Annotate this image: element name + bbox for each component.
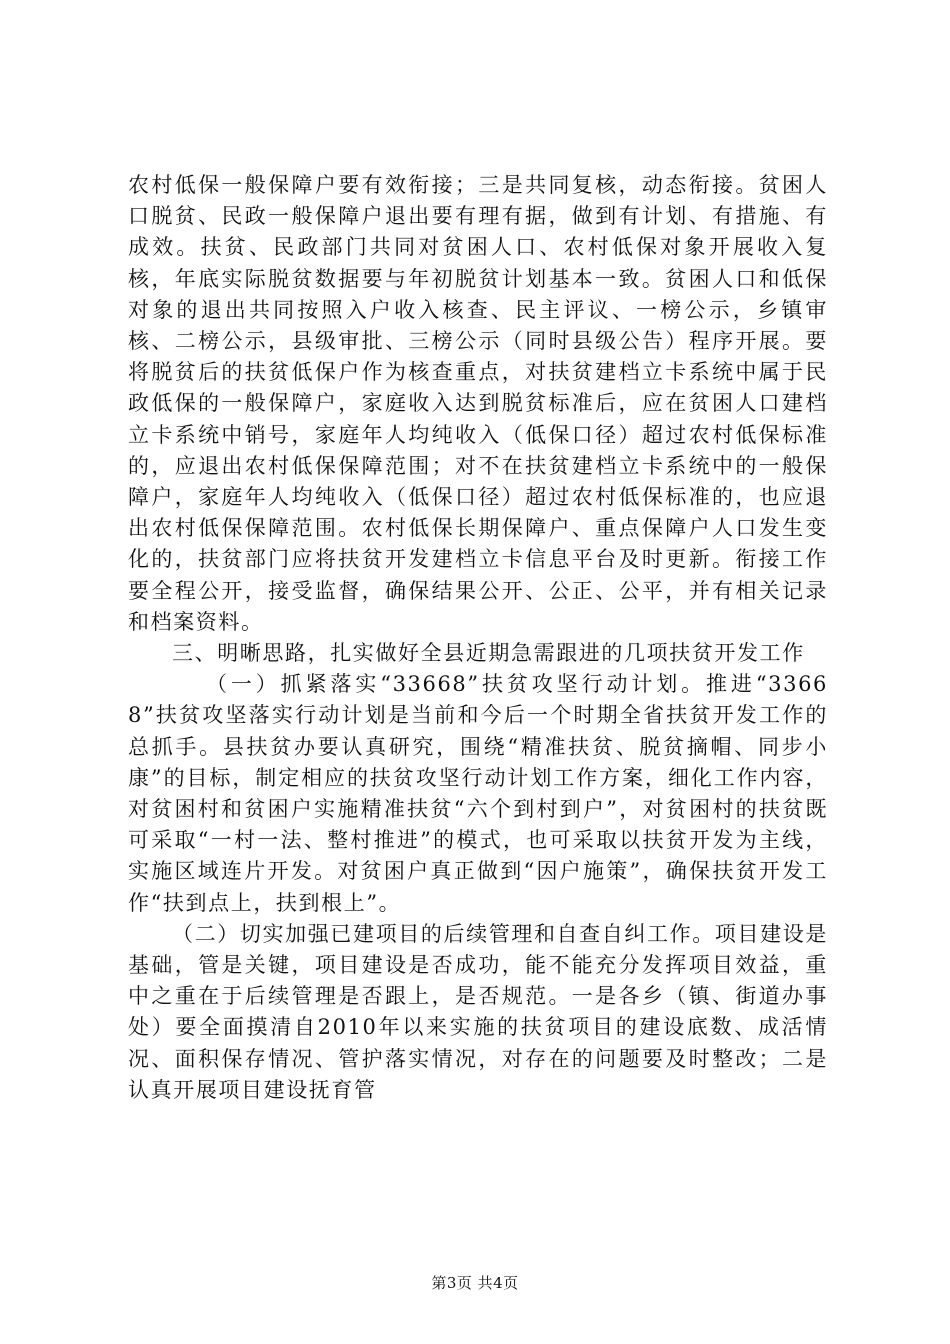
paragraph-continuation: 农村低保一般保障户要有效衔接；三是共同复核，动态衔接。贫困人口脱贫、民政一般保障户退出要有理有据，做到有计划、有措施、有成效。扶贫、民政部门共同对贫困人口、农村低保对象开展收入复核，年底实际脱贫数据要与年初脱贫计划基本一致。贫困人口和低保对象的退出共同按照入户收入核查、民主评议、一榜公示，乡镇审核、二榜公示，县级审批、三榜公示（同时县级公告）程序开展。要将脱贫后的扶贫低保户作为核查重点，对扶贫建档立卡系统中属于民政低保的一般保障户，家庭收入达到脱贫标准后，应在贫困人口建档立卡系统中销号，家庭年人均纯收入（低保口径）超过农村低保标准的，应退出农村低保保障范围；对不在扶贫建档立卡系统中的一般保障户，家庭年人均纯收入（低保口径）超过农村低保标准的，也应退出农村低保保障范围。农村低保长期保障户、重点保障户人口发生变化的，扶贫部门应将扶贫开发建档立卡信息平台及时更新。衔接工作要全程公开，接受监督，确保结果公开、公正、公平，并有相关记录和档案资料。 (128, 173, 828, 634)
paragraph-item-one: （一）抓紧落实“33668”扶贫攻坚行动计划。推进“33668”扶贫攻坚落实行动计划是当前和今后一个时期全省扶贫开发工作的总抓手。县扶贫办要认真研究，围绕“精准扶贫、脱贫摘帽、同步小康”的目标，制定相应的扶贫攻坚行动计划工作方案，细化工作内容，对贫困村和贫困户实施精准扶贫“六个到村到户”，对贫困村的扶贫既可采取“一村一法、整村推进”的模式，也可采取以扶贫开发为主线，实施区域连片开发。对贫困户真正做到“因户施策”，确保扶贫开发工作“扶到点上，扶到根上”。 (128, 672, 828, 915)
paragraph-item-two: （二）切实加强已建项目的后续管理和自查自纠工作。项目建设是基础，管是关键，项目建设是否成功，能不能充分发挥项目效益，重中之重在于后续管理是否跟上，是否规范。一是各乡（镇、街道办事处）要全面摸清自2010年以来实施的扶贫项目的建设底数、成活情况、面积保存情况、管护落实情况，对存在的问题要及时整改；二是认真开展项目建设抚育管 (128, 921, 828, 1102)
page-number-footer: 第3页 共4页 (431, 1274, 519, 1292)
document-body (128, 170, 828, 1106)
section-heading-three: 三、明晰思路，扎实做好全县近期急需跟进的几项扶贫开发工作 (172, 641, 805, 666)
